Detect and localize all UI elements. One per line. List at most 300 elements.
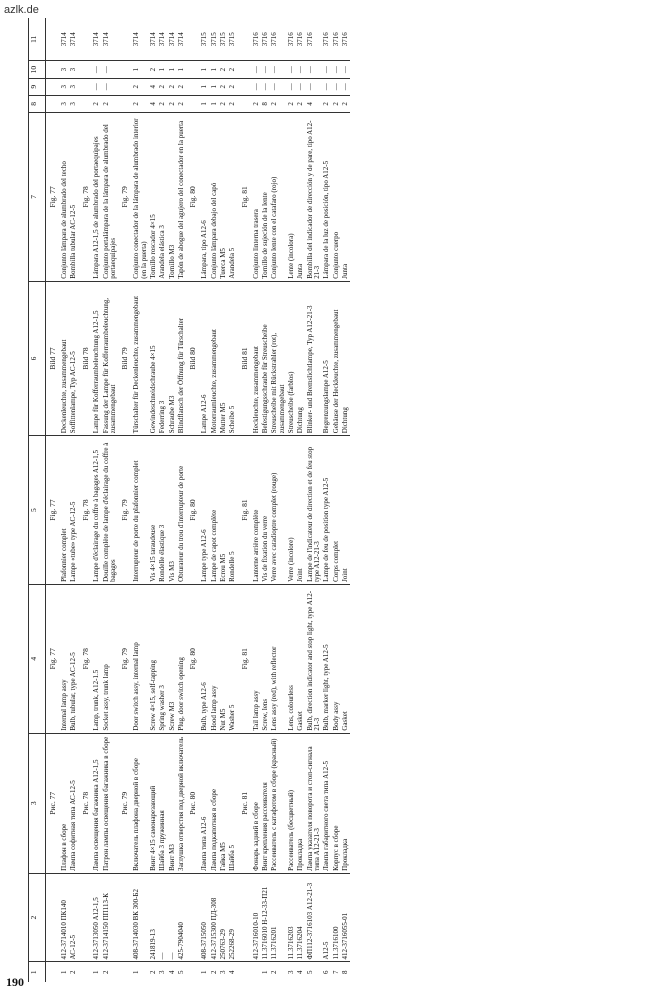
table-cell: 11.3716203 [287, 873, 296, 962]
column-header: 6 [29, 281, 46, 435]
table-row [60, 18, 69, 982]
figure-heading-row [186, 18, 200, 982]
table-cell: Türschalter für Deckenleuchte, zusammengebaut [132, 281, 149, 435]
table-cell: Conjunto lámpara de alumbrado del techo [60, 112, 69, 281]
table-cell: Douille complète de lampe d'éclairage du coffre à bagages [102, 436, 119, 585]
table-cell: — [332, 78, 341, 95]
table-cell: Bulb, direction indicator and stop light, type A12-21-3 [306, 584, 323, 733]
watermark: azlk.de [4, 4, 39, 16]
figure-label: Fig. 77 [46, 112, 60, 281]
table-cell: Conjunto conectador de la lámpara de alumbrado interior (en la puerta) [132, 112, 149, 281]
table-cell: 2 [252, 95, 261, 112]
table-cell: Рассеиватель с катафотом в сборе (красный) [270, 733, 287, 873]
table-cell: — [168, 873, 177, 962]
table-cell: Dichtung [296, 281, 305, 435]
table-cell: 3715 [218, 32, 227, 47]
table-cell: — [287, 78, 296, 95]
figure-label: Fig. 81 [238, 112, 252, 281]
table-cell: 3 [219, 962, 228, 982]
table-cell: 11.3716100 [332, 873, 341, 962]
table-cell: 1 [132, 61, 149, 78]
table-cell: Lampe type A12-6 [200, 436, 209, 585]
table-cell: Conjunto lente con el catafaro (rojo) [270, 112, 287, 281]
column-header: 8 [29, 95, 46, 112]
table-row [168, 18, 177, 982]
table-cell: 1 [158, 61, 167, 78]
table-cell: 412-3713050 А12-1,5 [92, 873, 101, 962]
figure-label: Fig. 80 [186, 436, 200, 585]
table-cell: 1 [177, 61, 186, 78]
table-cell: Mutter M5 [219, 281, 228, 435]
column-header: 2 [29, 873, 46, 962]
table-cell: Vis 4×15 taraudeuse [149, 436, 158, 585]
table-cell: 3716 [305, 32, 314, 47]
table-cell: 3716 [270, 32, 279, 47]
table-cell: 408-3715050 [200, 873, 209, 962]
table-cell: Lampe de l'indicateur de direction et de feu stop type A12-21-3 [306, 436, 323, 585]
table-cell: 3716 [251, 32, 260, 47]
table-cell: Gasket [341, 584, 350, 733]
table-cell: 408-3714030 ВК 300-Б2 [132, 873, 149, 962]
table-cell: 1 [168, 61, 177, 78]
table-cell: — [296, 61, 305, 78]
table-cell: Лампа освещения багажника А12-1,5 [92, 733, 101, 873]
table-row [270, 18, 287, 982]
table-cell: Hood lamp assy [210, 584, 219, 733]
table-cell: 412-3716055-01 [341, 873, 350, 962]
table-cell: Arandela elástica 3 [158, 112, 167, 281]
table-cell: Blinker- und Bremslichtlampe, Typ A12-21-3 [306, 281, 323, 435]
table-cell: 2 [168, 95, 177, 112]
figure-label: Fig. 77 [46, 436, 60, 585]
table-cell: Lampe für Kofferraumbeleuchtung A12-1,5 [92, 281, 101, 435]
figure-label: Fig. 81 [238, 436, 252, 585]
table-cell: Heckleuchte, zusammengebaut [252, 281, 261, 435]
table-cell: — [341, 78, 350, 95]
table-row [69, 18, 78, 982]
table-row [200, 18, 209, 982]
figure-label: Fig. 79 [118, 436, 132, 585]
empty-cell [46, 61, 60, 78]
table-cell: Tornillo roscador 4×15 [149, 112, 158, 281]
table-cell: Винт М3 [168, 733, 177, 873]
table-cell: 3714 [92, 32, 101, 47]
table-cell: 1 [200, 78, 209, 95]
figure-label: Bild 79 [118, 281, 132, 435]
table-cell: 11.3716204 [296, 873, 305, 962]
table-cell: Dichtung [341, 281, 350, 435]
empty-cell [238, 18, 252, 61]
table-cell: 2 [92, 95, 101, 112]
table-row [341, 18, 350, 982]
table-cell: Spring washer 3 [158, 584, 167, 733]
empty-cell [118, 18, 132, 61]
table-cell: 2 [102, 95, 119, 112]
table-cell: Патрон лампы освещения багажника в сборе [102, 733, 119, 873]
table-cell: Begrenzungslampe A12-5 [322, 281, 331, 435]
figure-label: Fig. 78 [79, 436, 93, 585]
table-cell: 5 [306, 962, 323, 982]
table-cell: 3714 [101, 32, 110, 47]
table-cell: 2 [270, 962, 287, 982]
figure-label: Fig. 79 [118, 584, 132, 733]
table-cell: 2 [341, 95, 350, 112]
table-cell: Streuscheibe (farblos) [287, 281, 296, 435]
table-cell: 3 [60, 95, 69, 112]
table-cell: Rondelle élastique 3 [158, 436, 167, 585]
table-row [322, 18, 331, 982]
table-cell: 6 [322, 962, 331, 982]
table-cell: — [261, 61, 270, 78]
table-cell: Фонарь задний в сборе [252, 733, 261, 873]
figure-label: Bild 81 [238, 281, 252, 435]
table-cell: 241819-13 [149, 873, 158, 962]
table-cell: Винт крепления рассеивателя [261, 733, 270, 873]
table-cell: Lámpara de la luz de posición, tipo A12-5 [322, 112, 331, 281]
table-cell: 2 [228, 61, 237, 78]
table-cell: — [270, 78, 287, 95]
figure-label: Fig. 79 [118, 112, 132, 281]
figure-label: Fig. 80 [186, 584, 200, 733]
figure-heading-row [79, 18, 93, 982]
table-cell: Прокладка [296, 733, 305, 873]
empty-cell [118, 61, 132, 78]
figure-heading-row [238, 18, 252, 982]
table-cell: Gasket [296, 584, 305, 733]
empty-cell [118, 95, 132, 112]
table-cell: ФП112-3716103 А12-21-3 [306, 873, 323, 962]
table-cell: 2 [219, 95, 228, 112]
table-cell: Включатель плафона дверной в сборе [132, 733, 149, 873]
table-cell: Gewindeschneidschraube 4×15 [149, 281, 158, 435]
table-row [252, 18, 261, 982]
column-header: 1 [29, 962, 46, 982]
table-cell: Гайка М5 [219, 733, 228, 873]
table-cell: Interrupteur de porte du plafonnier complet [132, 436, 149, 585]
table-cell: 2 [158, 78, 167, 95]
table-cell: 2 [149, 962, 158, 982]
table-row [158, 18, 167, 982]
table-cell: 412-3714150 ПП113-К [102, 873, 119, 962]
figure-label: Fig. 81 [238, 584, 252, 733]
table-cell: 2 [270, 95, 287, 112]
parts-catalog-table [28, 18, 350, 982]
figure-label: Bild 77 [46, 281, 60, 435]
table-cell: Lente (incolora) [287, 112, 296, 281]
table-cell: Scheibe 5 [228, 281, 237, 435]
table-cell: Obturateur du trou d'interrupteur de porte [177, 436, 186, 585]
table-cell: Schraube M3 [168, 281, 177, 435]
table-cell: — [322, 78, 331, 95]
table-cell: Corps complet [332, 436, 341, 585]
table-cell: — [341, 61, 350, 78]
table-row [219, 18, 228, 982]
table-cell: Lámpara A12-1,5 de alumbrado del portaequipajes [92, 112, 101, 281]
empty-cell [118, 873, 132, 962]
table-cell: 2 [69, 962, 78, 982]
table-cell: Federring 3 [158, 281, 167, 435]
table-cell: — [102, 78, 119, 95]
table-cell: — [92, 78, 101, 95]
table-cell: 2 [210, 962, 219, 982]
table-cell: 1 [210, 61, 219, 78]
table-cell: Tail lamp assy [252, 584, 261, 733]
table-cell: Fassung der Lampe für Kofferraumbeleuchtung, zusammengebaut [102, 281, 119, 435]
table-row [228, 18, 237, 982]
table-row [332, 18, 341, 982]
empty-cell [46, 78, 60, 95]
table-cell: Conjunto cuerpo [332, 112, 341, 281]
table-cell: 8 [341, 962, 350, 982]
empty-cell [238, 61, 252, 78]
table-cell: Lens, colourless [287, 584, 296, 733]
table-cell: 3714 [149, 32, 158, 47]
table-cell: 1 [200, 61, 209, 78]
table-cell: 252268-29 [228, 873, 237, 962]
column-header: 11 [29, 18, 46, 61]
table-cell: Шайба 3 пружинная [158, 733, 167, 873]
table-cell: Vis M3 [168, 436, 177, 585]
figure-label: Рис. 78 [79, 733, 93, 873]
table-cell: Bulb, type A12-6 [200, 584, 209, 733]
table-row [177, 18, 186, 982]
table-cell: А12-5 [322, 873, 331, 962]
figure-label: Fig. 77 [46, 584, 60, 733]
table-cell: 4 [306, 95, 323, 112]
table-cell: Soffittenlampe, Typ AC-12-5 [69, 281, 78, 435]
table-row [261, 18, 270, 982]
empty-cell [238, 962, 252, 982]
table-cell: Lamp, trunk, A12-1.5 [92, 584, 101, 733]
table-cell: 3716 [322, 32, 331, 47]
table-cell: — [296, 78, 305, 95]
table-cell: Lámpara, tipo A12-6 [200, 112, 209, 281]
table-cell: 2 [322, 95, 331, 112]
table-cell: Body assy [332, 584, 341, 733]
table-row [102, 18, 119, 982]
table-cell: Bulb, marker light, type A12-5 [322, 584, 331, 733]
table-cell: 2 [168, 78, 177, 95]
table-cell: 412-3714010 ПК140 [60, 873, 69, 962]
table-row [149, 18, 158, 982]
table-cell: 1 [200, 95, 209, 112]
table-cell: Плафон в сборе [60, 733, 69, 873]
table-cell: Lampe de feu de position type A12-5 [322, 436, 331, 585]
table-cell: Verre avec catadioptre complet (rouge) [270, 436, 287, 585]
table-cell: Lampe de capot complète [210, 436, 219, 585]
table-cell: — [252, 78, 261, 95]
table-cell: 11.3716010 Н-12-33-П21 [261, 873, 270, 962]
table-cell: 2 [132, 95, 149, 112]
table-cell: 2 [228, 78, 237, 95]
table-cell: 2 [287, 95, 296, 112]
table-cell: Рассеиватель (бесцветный) [287, 733, 296, 873]
table-cell: Nut M5 [219, 584, 228, 733]
table-cell: Лампа подкапотная в сборе [210, 733, 219, 873]
table-cell: 2 [149, 61, 158, 78]
table-cell: Ecrou M5 [219, 436, 228, 585]
table-cell: Лампа габаритного света типа А12-5 [322, 733, 331, 873]
table-cell: Vis de fixation du verre [261, 436, 270, 585]
figure-label: Рис. 77 [46, 733, 60, 873]
table-cell: 3 [69, 95, 78, 112]
table-cell: 4 [149, 95, 158, 112]
empty-cell [238, 78, 252, 95]
empty-cell [79, 962, 93, 982]
table-cell: 2 [177, 78, 186, 95]
table-cell: 1 [60, 962, 69, 982]
table-cell: Befestigungsschraube für Streuscheibe [261, 281, 270, 435]
table-cell: Bulb, tubular, type AC-12-5 [69, 584, 78, 733]
table-cell: 2 [158, 95, 167, 112]
table-cell: Tuerca M5 [219, 112, 228, 281]
column-header: 5 [29, 436, 46, 585]
table-cell: — [322, 61, 331, 78]
empty-cell [79, 18, 93, 61]
table-cell: 2 [228, 95, 237, 112]
figure-label: Bild 78 [79, 281, 93, 435]
column-header: 3 [29, 733, 46, 873]
table-cell: 3715 [200, 32, 209, 47]
table-cell: — [261, 78, 270, 95]
table-cell: 3 [69, 61, 78, 78]
table-cell: Lampe «tube» type AC-12-5 [69, 436, 78, 585]
table-cell: Internal lamp assy [60, 584, 69, 733]
table-cell: 2 [102, 962, 119, 982]
table-cell: 3714 [158, 32, 167, 47]
table-cell: Door switch assy, internal lamp [132, 584, 149, 733]
empty-cell [186, 78, 200, 95]
figure-heading-row [46, 18, 60, 982]
empty-cell [46, 962, 60, 982]
table-cell: Прокладка [341, 733, 350, 873]
table-cell: Шайба 5 [228, 733, 237, 873]
table-body [46, 18, 351, 982]
table-cell: 412-3715300 ПД-308 [210, 873, 219, 962]
table-cell: 3714 [59, 32, 68, 47]
table-cell: 2 [219, 78, 228, 95]
empty-cell [46, 95, 60, 112]
table-cell: Lens assy (red), with reflector [270, 584, 287, 733]
empty-cell [238, 873, 252, 962]
table-cell: 3715 [228, 32, 237, 47]
page-number: 190 [6, 975, 24, 989]
table-cell: Conjunto lámpara debajo del capó [210, 112, 219, 281]
table-cell: 4 [296, 962, 305, 982]
table-cell: Bombilla tubular AC-12-5 [69, 112, 78, 281]
empty-cell [79, 78, 93, 95]
figure-label: Рис. 81 [238, 733, 252, 873]
table-cell: Lanterne arrière complète [252, 436, 261, 585]
table-cell: Motorraumleuchte, zusammengebaut [210, 281, 219, 435]
table-cell: Gehäuse der Heckleuchte, zusammengebaut [332, 281, 341, 435]
empty-cell [118, 78, 132, 95]
empty-cell [79, 95, 93, 112]
figure-label: Рис. 80 [186, 733, 200, 873]
table-cell: 1 [210, 95, 219, 112]
table-cell: 1 [261, 962, 270, 982]
table-cell: 1 [92, 962, 101, 982]
table-row [296, 18, 305, 982]
table-cell: Joint [341, 436, 350, 585]
table-cell: Корпус в сборе [332, 733, 341, 873]
table-cell: 3715 [209, 32, 218, 47]
table-cell: 4 [168, 962, 177, 982]
table-row [210, 18, 219, 982]
table-cell: Arandela 5 [228, 112, 237, 281]
table-cell: 2 [332, 95, 341, 112]
table-cell: Streuscheibe mit Rückstrahler (rot), zusammengebaut [270, 281, 287, 435]
table-header [29, 18, 46, 982]
table-cell: 3716 [286, 32, 295, 47]
table-cell: 4 [228, 962, 237, 982]
table-cell [252, 962, 261, 982]
table-cell: Conjunto linterna trasera [252, 112, 261, 281]
table-cell: 3 [60, 61, 69, 78]
table-cell: Junta [341, 112, 350, 281]
table-cell: 3716 [296, 32, 305, 47]
table-cell: Conjunto portalámpara de la lámpara de alumbrado del portaequipajes [102, 112, 119, 281]
table-cell: Rondelle 5 [228, 436, 237, 585]
table-cell: Лампа типа А12-6 [200, 733, 209, 873]
figure-label: Fig. 78 [79, 584, 93, 733]
table-cell: — [252, 61, 261, 78]
figure-label: Bild 80 [186, 281, 200, 435]
table-cell: 425-7904040 [177, 873, 186, 962]
table-cell: 3 [287, 962, 296, 982]
empty-cell [46, 18, 60, 61]
table-cell: 3 [69, 78, 78, 95]
table-cell: 7 [332, 962, 341, 982]
table-cell: 3716 [340, 32, 349, 47]
empty-cell [79, 61, 93, 78]
table-cell: Deckenleuchte, zusammengebaut [60, 281, 69, 435]
table-cell: Junta [296, 112, 305, 281]
table-cell: 3 [158, 962, 167, 982]
table-cell: 1 [210, 78, 219, 95]
empty-cell [186, 962, 200, 982]
table-cell: 3714 [132, 32, 141, 47]
table-cell: Plug, door switch opening [177, 584, 186, 733]
table-cell: 3714 [177, 32, 186, 47]
table-cell: — [102, 61, 119, 78]
figure-heading-row [118, 18, 132, 982]
empty-cell [186, 61, 200, 78]
table-cell: 3 [60, 78, 69, 95]
figure-label: Fig. 80 [186, 112, 200, 281]
table-cell: Screw, lens [261, 584, 270, 733]
table-cell: — [306, 78, 323, 95]
table-cell: 3714 [167, 32, 176, 47]
empty-cell [186, 873, 200, 962]
table-cell: 4 [149, 78, 158, 95]
table-cell: Bombilla del indicador de dirección y de pare, tipo A12-21-3 [306, 112, 323, 281]
column-header: 7 [29, 112, 46, 281]
table-cell: Joint [296, 436, 305, 585]
table-cell: 250763-29 [219, 873, 228, 962]
table-cell: Blindflansch der Öffnung für Türschalter [177, 281, 186, 435]
figure-label: Fig. 78 [79, 112, 93, 281]
table-cell: 5 [177, 962, 186, 982]
column-header: 9 [29, 78, 46, 95]
table-cell: Washer 5 [228, 584, 237, 733]
table-row [306, 18, 323, 982]
table-cell: 3716 [331, 32, 340, 47]
empty-cell [118, 962, 132, 982]
table-row [132, 18, 149, 982]
table-cell: Лампа софитная типа АС-12-5 [69, 733, 78, 873]
table-cell: — [92, 61, 101, 78]
